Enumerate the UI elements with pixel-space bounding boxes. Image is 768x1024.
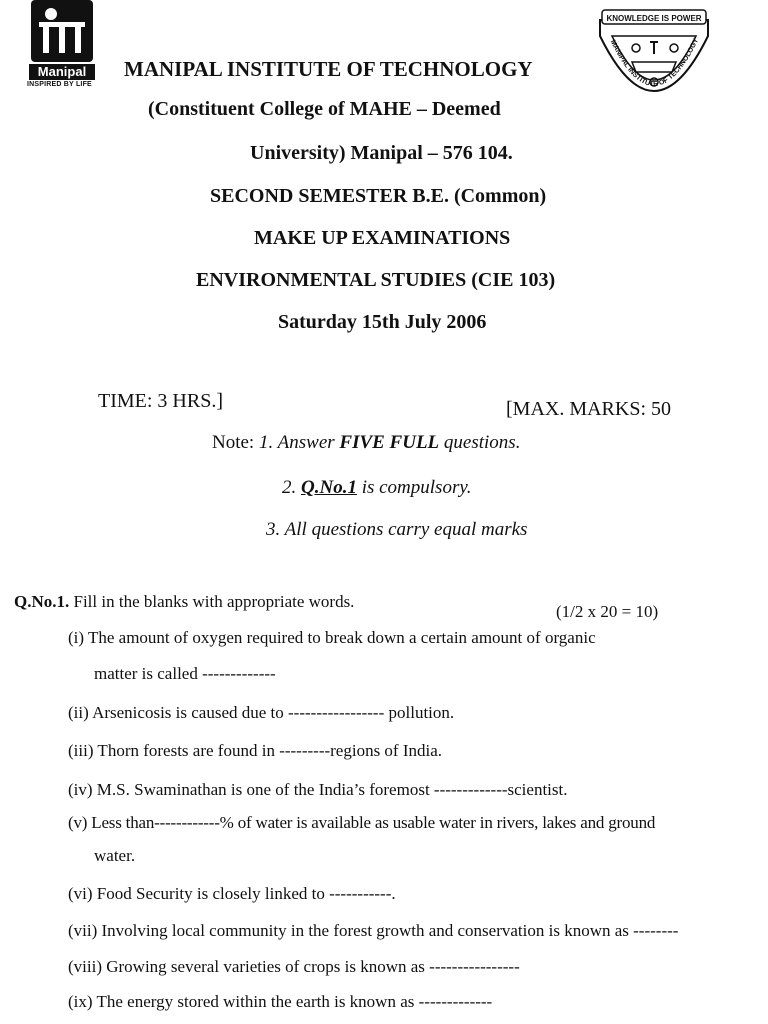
list-item: (i) The amount of oxygen required to break down a certain amount of organic	[68, 628, 596, 647]
note-3: 3. All questions carry equal marks	[266, 519, 528, 540]
university-line: University) Manipal – 576 104.	[250, 142, 513, 164]
list-item: (vi) Food Security is closely linked to -----------.	[68, 884, 396, 903]
note-prefix: Note:	[212, 432, 259, 453]
list-item: (ii) Arsenicosis is caused due to ----------------- pollution.	[68, 703, 455, 722]
seal-name: MANIPAL INSTITUTE OF TECHNOLOGY	[608, 37, 701, 89]
institute-seal-icon	[596, 6, 712, 118]
list-item: (v) Less than------------% of water is available as usable water in rivers, lakes and ground	[68, 813, 656, 832]
question-marks: (1/2 x 20 = 10)	[556, 602, 659, 621]
question-instruction: Fill in the blanks with appropriate words.	[69, 592, 355, 611]
date-line: Saturday 15th July 2006	[278, 311, 487, 333]
question-label: Q.No.1.	[14, 592, 70, 611]
college-line: (Constituent College of MAHE – Deemed	[148, 98, 501, 120]
question-1-header	[14, 592, 354, 612]
list-item: (viii) Growing several varieties of crops is known as ----------------	[68, 957, 520, 976]
semester-line: SECOND SEMESTER B.E. (Common)	[210, 185, 547, 207]
institute-title: MANIPAL INSTITUTE OF TECHNOLOGY	[124, 57, 533, 81]
note-2: 2. Q.No.1 is compulsory.	[282, 477, 472, 498]
list-item: matter is called -------------	[94, 664, 276, 683]
note-1: Note: 1. Answer FIVE FULL questions.	[212, 432, 521, 453]
seal-motto: KNOWLEDGE IS POWER	[606, 14, 702, 23]
list-item: (vii) Involving local community in the forest growth and conservation is known as --------	[68, 921, 679, 940]
logo-wordmark: Manipal	[29, 64, 95, 80]
course-line: ENVIRONMENTAL STUDIES (CIE 103)	[196, 269, 556, 291]
exam-type-line: MAKE UP EXAMINATIONS	[254, 227, 511, 249]
logo-tagline: INSPIRED BY LIFE	[27, 81, 92, 88]
list-item: water.	[94, 846, 136, 865]
max-marks: [MAX. MARKS: 50	[506, 398, 672, 420]
list-item: (ix) The energy stored within the earth is known as -------------	[68, 992, 493, 1011]
list-item: (iv) M.S. Swaminathan is one of the India’s foremost -------------scientist.	[68, 780, 568, 799]
manipal-emblem-icon	[31, 0, 93, 62]
exam-time: TIME: 3 HRS.]	[98, 390, 223, 412]
list-item: (iii) Thorn forests are found in ---------regions of India.	[68, 741, 443, 760]
manipal-logo	[27, 0, 97, 92]
